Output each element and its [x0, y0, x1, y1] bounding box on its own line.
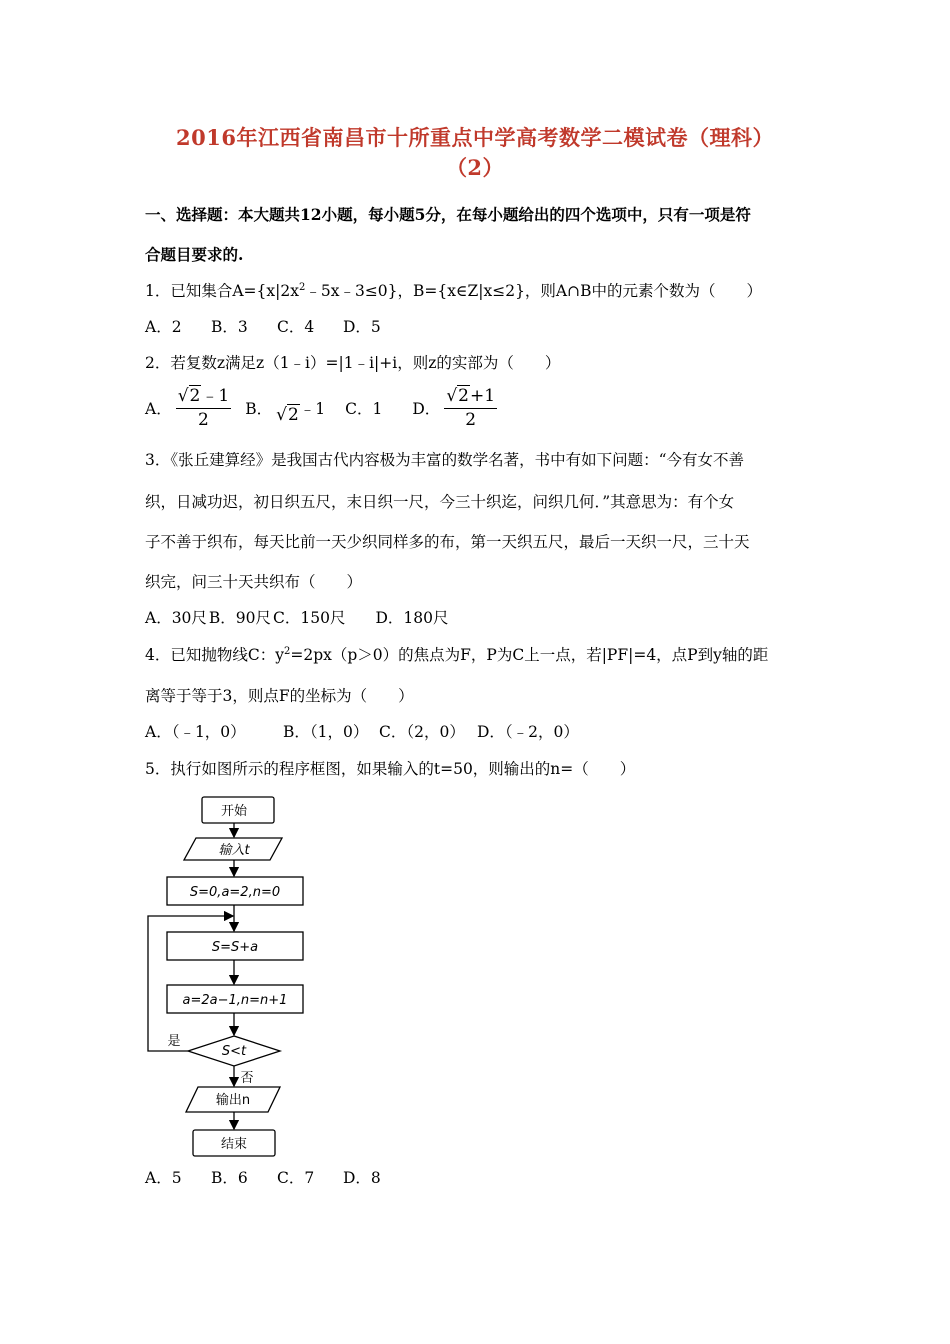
question-3-options: [145, 606, 449, 628]
question-3-stem-line-4: 织完，问三十天共织布（ ）: [145, 573, 363, 591]
denominator: 2: [465, 410, 477, 430]
question-2-options: [145, 385, 501, 430]
flow-input-label: 输入t: [218, 843, 250, 858]
q2-option-b[interactable]: B． √2 ﹣1: [245, 391, 325, 425]
q3-option-a[interactable]: A．30尺: [145, 609, 207, 627]
q2-option-d-fraction: $\frac{√2+1}{2}$: [446, 386, 496, 430]
question-5-options: [145, 1166, 381, 1188]
q2-option-b-rest: ﹣1: [299, 399, 326, 418]
q2-option-d-label: D．: [412, 399, 441, 418]
q2-option-c[interactable]: C．1: [345, 399, 383, 418]
question-2-stem: 2．若复数z满足z（1﹣i）=|1﹣i|+i，则z的实部为（ ）: [145, 354, 561, 372]
question-1-options: [145, 315, 381, 337]
q5-option-d[interactable]: D．8: [343, 1169, 381, 1187]
question-3-stem-line-3: 子不善于织布，每天比前一天少织同样多的布，第一天织五尺，最后一天织一尺，三十天: [145, 533, 750, 551]
numerator-rest: ﹣1: [201, 386, 230, 406]
radicand: 2: [458, 386, 469, 406]
q1-option-d[interactable]: D．5: [343, 318, 381, 336]
flow-no-label: 否: [240, 1071, 254, 1086]
question-4-stem-line-2: 离等于等于3，则点F的坐标为（ ）: [145, 687, 414, 705]
q5-option-c[interactable]: C．7: [277, 1169, 315, 1187]
q2-option-a-label: A．: [145, 399, 172, 418]
flow-step1-label: S=S+a: [211, 940, 259, 955]
numerator-rest: +1: [469, 386, 496, 406]
q4-option-a[interactable]: A．（﹣1，0）: [145, 723, 246, 741]
flow-end-label: 结束: [220, 1137, 248, 1152]
q2-option-a-fraction: $\frac{√2﹣1}{2}$: [177, 386, 230, 430]
q2-option-a[interactable]: [145, 385, 235, 430]
question-3-stem-line-1: 3．《张丘建算经》是我国古代内容极为丰富的数学名著，书中有如下问题：“今有女不善: [145, 451, 745, 469]
q3-option-b[interactable]: B．90尺: [208, 609, 272, 627]
flow-condition-label: S<t: [221, 1044, 247, 1059]
section-heading: 一、选择题：本大题共12小题，每小题5分，在每小题给出的四个选项中，只有一项是符: [145, 205, 751, 224]
q4-option-b[interactable]: B．（1，0）: [283, 723, 369, 741]
program-flowchart: [140, 790, 320, 1165]
q4-option-d[interactable]: D．（﹣2，0）: [477, 723, 579, 741]
document-title-line2: （2）: [445, 155, 505, 180]
q4-superscript: 2: [283, 645, 291, 657]
q3-option-c[interactable]: C．150尺: [273, 609, 346, 627]
flow-start-label: 开始: [220, 804, 248, 819]
question-3-stem-line-2: 织，日减功迟，初日织五尺，末日织一尺，今三十织迄，问织几何．”其意思为：有个女: [145, 493, 735, 511]
question-4-stem-line-1: [145, 643, 768, 665]
flow-output-label: 输出n: [215, 1093, 251, 1108]
flow-yes-label: 是: [167, 1034, 181, 1049]
section-heading-line2: 合题目要求的.: [145, 245, 244, 264]
q1-option-a[interactable]: A．2: [145, 318, 182, 336]
denominator: 2: [198, 410, 209, 430]
question-5-stem: 5．执行如图所示的程序框图，如果输入的t=50，则输出的n=（ ）: [145, 760, 636, 778]
radicand: 2: [189, 386, 201, 406]
q4-option-c[interactable]: C．（2，0）: [379, 723, 465, 741]
flow-step2-label: a=2a−1,n=n+1: [182, 993, 288, 1008]
q1-option-b[interactable]: B．3: [211, 318, 248, 336]
q1-stem-part: 1．已知集合A={x|2x: [145, 282, 299, 300]
question-1-stem: [145, 279, 762, 301]
q3-option-d[interactable]: D．180尺: [375, 609, 449, 627]
q4-stem-part: 4．已知抛物线C：y: [145, 646, 284, 664]
q1-superscript: 2: [298, 281, 306, 293]
q1-stem-part: ﹣5x﹣3≤0}，B={x∈Z|x≤2}，则A∩B中的元素个数为（ ）: [305, 282, 763, 300]
question-4-options: [145, 720, 579, 742]
q5-option-a[interactable]: A．5: [145, 1169, 182, 1187]
flow-init-label: S=0,a=2,n=0: [189, 885, 281, 900]
q1-option-c[interactable]: C．4: [277, 318, 315, 336]
document-title: 2016年江西省南昌市十所重点中学高考数学二模试卷（理科）: [176, 125, 774, 150]
q2-option-d[interactable]: [412, 385, 501, 430]
q5-option-b[interactable]: B．6: [211, 1169, 248, 1187]
q2-option-b-label: B．: [245, 399, 273, 418]
q4-stem-part: =2px（p＞0）的焦点为F，P为C上一点，若|PF|=4，点P到y轴的距: [290, 646, 769, 664]
radicand: 2: [287, 404, 299, 425]
